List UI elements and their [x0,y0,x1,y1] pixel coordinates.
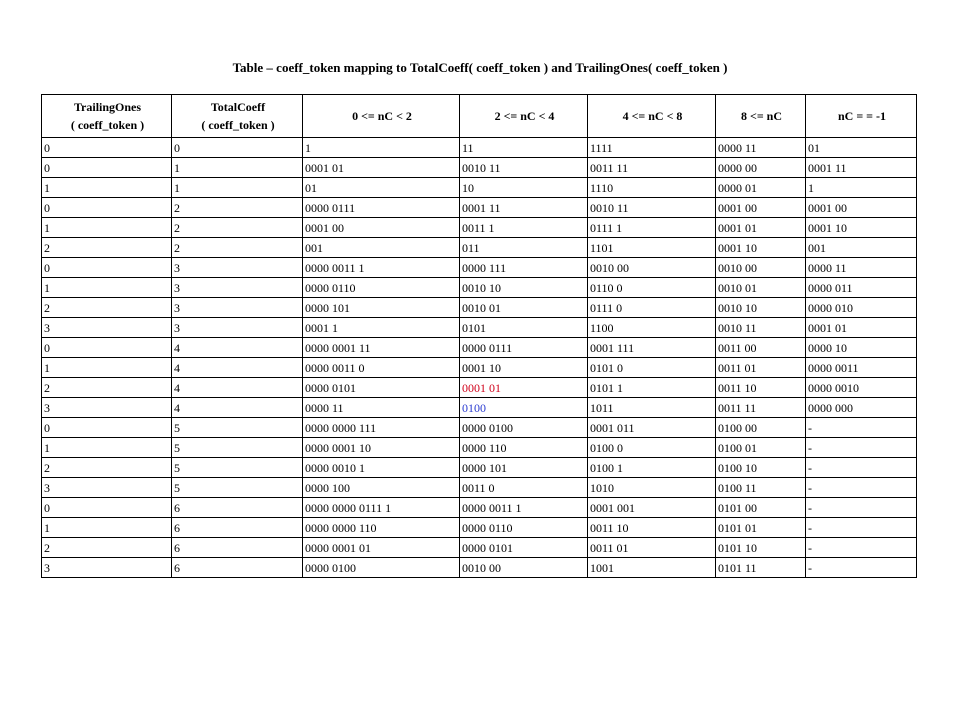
nc-2-4-cell: 0001 10 [460,358,588,378]
nc-minus-1-cell: 0000 11 [806,258,917,278]
trailing-ones-cell: 0 [42,158,172,178]
nc-0-2-cell: 0001 00 [303,218,460,238]
nc-8-plus-cell: 0010 00 [716,258,806,278]
total-coeff-cell: 6 [172,498,303,518]
nc-minus-1-cell: 0001 11 [806,158,917,178]
nc-0-2-cell: 0000 0100 [303,558,460,578]
nc-8-plus-cell: 0010 11 [716,318,806,338]
nc-0-2-cell: 0000 0000 0111 1 [303,498,460,518]
nc-4-8-cell: 0111 0 [588,298,716,318]
table-row [42,238,917,258]
nc-minus-1-cell: - [806,418,917,438]
nc-2-4-cell: 0001 11 [460,198,588,218]
table-row [42,378,917,398]
nc-4-8-cell: 0111 1 [588,218,716,238]
nc-8-plus-cell: 0101 11 [716,558,806,578]
nc-2-4-cell: 11 [460,138,588,158]
trailing-ones-cell: 2 [42,458,172,478]
nc-0-2-cell: 01 [303,178,460,198]
nc-minus-1-cell: - [806,478,917,498]
nc-2-4-cell: 0010 11 [460,158,588,178]
trailing-ones-cell: 1 [42,438,172,458]
nc-4-8-cell: 1001 [588,558,716,578]
total-coeff-cell: 6 [172,558,303,578]
trailing-ones-cell: 3 [42,398,172,418]
nc-minus-1-cell: - [806,498,917,518]
total-coeff-cell: 6 [172,518,303,538]
header-nc-minus-1: nC = = -1 [806,95,917,138]
nc-minus-1-cell: 0001 10 [806,218,917,238]
nc-2-4-cell: 0000 0100 [460,418,588,438]
trailing-ones-cell: 2 [42,538,172,558]
nc-8-plus-cell: 0100 10 [716,458,806,478]
nc-2-4-cell: 0010 01 [460,298,588,318]
nc-4-8-cell: 0001 111 [588,338,716,358]
nc-2-4-cell: 0000 0101 [460,538,588,558]
table-header-row [42,95,917,138]
nc-0-2-cell: 0000 0001 01 [303,538,460,558]
nc-4-8-cell: 1011 [588,398,716,418]
nc-0-2-cell: 0000 0111 [303,198,460,218]
table-row [42,218,917,238]
trailing-ones-cell: 2 [42,378,172,398]
trailing-ones-cell: 0 [42,258,172,278]
table-row [42,278,917,298]
total-coeff-cell: 3 [172,258,303,278]
nc-2-4-cell: 011 [460,238,588,258]
table-row [42,478,917,498]
nc-0-2-cell: 0000 0001 11 [303,338,460,358]
table-row [42,318,917,338]
nc-4-8-cell: 0011 11 [588,158,716,178]
coeff-token-table [41,94,917,578]
total-coeff-cell: 2 [172,198,303,218]
table-row [42,258,917,278]
total-coeff-cell: 4 [172,378,303,398]
table-row [42,198,917,218]
nc-4-8-cell: 0001 011 [588,418,716,438]
nc-2-4-cell: 10 [460,178,588,198]
nc-8-plus-cell: 0001 00 [716,198,806,218]
total-coeff-cell: 1 [172,158,303,178]
nc-4-8-cell: 0011 10 [588,518,716,538]
table-row [42,338,917,358]
total-coeff-cell: 2 [172,218,303,238]
nc-0-2-cell: 0000 0000 110 [303,518,460,538]
total-coeff-cell: 5 [172,458,303,478]
trailing-ones-cell: 3 [42,478,172,498]
nc-2-4-cell: 0100 [460,398,588,418]
total-coeff-cell: 5 [172,438,303,458]
header-nc-2-4: 2 <= nC < 4 [460,95,588,138]
nc-0-2-cell: 1 [303,138,460,158]
nc-8-plus-cell: 0011 11 [716,398,806,418]
trailing-ones-cell: 1 [42,358,172,378]
nc-minus-1-cell: 1 [806,178,917,198]
table-row [42,298,917,318]
trailing-ones-cell: 0 [42,418,172,438]
nc-4-8-cell: 0001 001 [588,498,716,518]
nc-minus-1-cell: 0000 000 [806,398,917,418]
nc-8-plus-cell: 0010 10 [716,298,806,318]
nc-8-plus-cell: 0000 11 [716,138,806,158]
total-coeff-cell: 4 [172,398,303,418]
nc-0-2-cell: 0000 0011 1 [303,258,460,278]
nc-minus-1-cell: - [806,558,917,578]
nc-2-4-cell: 0011 1 [460,218,588,238]
table-row [42,398,917,418]
nc-2-4-cell: 0000 101 [460,458,588,478]
nc-4-8-cell: 1101 [588,238,716,258]
total-coeff-cell: 2 [172,238,303,258]
trailing-ones-cell: 1 [42,278,172,298]
table-row [42,538,917,558]
nc-minus-1-cell: - [806,518,917,538]
header-nc-8-plus: 8 <= nC [716,95,806,138]
trailing-ones-cell: 0 [42,498,172,518]
nc-4-8-cell: 0011 01 [588,538,716,558]
total-coeff-cell: 6 [172,538,303,558]
nc-0-2-cell: 0000 11 [303,398,460,418]
nc-minus-1-cell: 0001 01 [806,318,917,338]
trailing-ones-cell: 3 [42,558,172,578]
nc-2-4-cell: 0010 10 [460,278,588,298]
nc-4-8-cell: 0101 1 [588,378,716,398]
nc-8-plus-cell: 0001 01 [716,218,806,238]
trailing-ones-cell: 0 [42,138,172,158]
table-row [42,558,917,578]
nc-4-8-cell: 0110 0 [588,278,716,298]
table-row [42,498,917,518]
nc-2-4-cell: 0000 0011 1 [460,498,588,518]
total-coeff-cell: 0 [172,138,303,158]
nc-0-2-cell: 0000 100 [303,478,460,498]
nc-minus-1-cell: - [806,538,917,558]
nc-minus-1-cell: 0000 011 [806,278,917,298]
nc-0-2-cell: 0000 0001 10 [303,438,460,458]
table-row [42,458,917,478]
table-row [42,518,917,538]
nc-minus-1-cell: 01 [806,138,917,158]
nc-2-4-cell: 0000 0110 [460,518,588,538]
nc-2-4-cell: 0000 0111 [460,338,588,358]
nc-4-8-cell: 0010 11 [588,198,716,218]
header-nc-0-2: 0 <= nC < 2 [303,95,460,138]
total-coeff-cell: 3 [172,278,303,298]
table-row [42,178,917,198]
nc-4-8-cell: 0010 00 [588,258,716,278]
nc-8-plus-cell: 0101 01 [716,518,806,538]
nc-8-plus-cell: 0011 10 [716,378,806,398]
nc-minus-1-cell: - [806,438,917,458]
nc-4-8-cell: 1111 [588,138,716,158]
nc-8-plus-cell: 0011 01 [716,358,806,378]
trailing-ones-cell: 0 [42,198,172,218]
header-total-coeff: TotalCoeff ( coeff_token ) [172,95,303,138]
nc-4-8-cell: 1110 [588,178,716,198]
nc-minus-1-cell: 0001 00 [806,198,917,218]
total-coeff-cell: 3 [172,318,303,338]
nc-8-plus-cell: 0010 01 [716,278,806,298]
table-row [42,358,917,378]
nc-4-8-cell: 0101 0 [588,358,716,378]
nc-minus-1-cell: - [806,458,917,478]
nc-minus-1-cell: 0000 010 [806,298,917,318]
nc-4-8-cell: 0100 1 [588,458,716,478]
nc-8-plus-cell: 0011 00 [716,338,806,358]
total-coeff-cell: 3 [172,298,303,318]
nc-2-4-cell: 0001 01 [460,378,588,398]
nc-4-8-cell: 1010 [588,478,716,498]
nc-minus-1-cell: 001 [806,238,917,258]
table-row [42,158,917,178]
nc-8-plus-cell: 0001 10 [716,238,806,258]
nc-8-plus-cell: 0101 10 [716,538,806,558]
nc-8-plus-cell: 0101 00 [716,498,806,518]
total-coeff-cell: 4 [172,358,303,378]
table-row [42,418,917,438]
nc-8-plus-cell: 0100 01 [716,438,806,458]
nc-0-2-cell: 0000 0110 [303,278,460,298]
nc-2-4-cell: 0000 110 [460,438,588,458]
nc-2-4-cell: 0101 [460,318,588,338]
trailing-ones-cell: 1 [42,518,172,538]
table-row [42,438,917,458]
table-row [42,138,917,158]
header-nc-4-8: 4 <= nC < 8 [588,95,716,138]
table-body [42,138,917,578]
table-title: Table – coeff_token mapping to TotalCoeff( coeff_token ) and TrailingOnes( coeff_token ) [232,60,728,75]
trailing-ones-cell: 3 [42,318,172,338]
total-coeff-cell: 1 [172,178,303,198]
total-coeff-cell: 5 [172,418,303,438]
nc-0-2-cell: 0000 0011 0 [303,358,460,378]
total-coeff-cell: 5 [172,478,303,498]
nc-8-plus-cell: 0000 01 [716,178,806,198]
trailing-ones-cell: 2 [42,298,172,318]
nc-0-2-cell: 0001 1 [303,318,460,338]
nc-0-2-cell: 0001 01 [303,158,460,178]
nc-8-plus-cell: 0100 11 [716,478,806,498]
nc-minus-1-cell: 0000 10 [806,338,917,358]
nc-0-2-cell: 0000 101 [303,298,460,318]
trailing-ones-cell: 1 [42,178,172,198]
nc-0-2-cell: 001 [303,238,460,258]
nc-2-4-cell: 0010 00 [460,558,588,578]
nc-minus-1-cell: 0000 0011 [806,358,917,378]
nc-minus-1-cell: 0000 0010 [806,378,917,398]
trailing-ones-cell: 1 [42,218,172,238]
nc-4-8-cell: 1100 [588,318,716,338]
header-trailing-ones: TrailingOnes ( coeff_token ) [42,95,172,138]
nc-8-plus-cell: 0000 00 [716,158,806,178]
nc-0-2-cell: 0000 0101 [303,378,460,398]
nc-0-2-cell: 0000 0000 111 [303,418,460,438]
trailing-ones-cell: 0 [42,338,172,358]
nc-4-8-cell: 0100 0 [588,438,716,458]
nc-8-plus-cell: 0100 00 [716,418,806,438]
nc-0-2-cell: 0000 0010 1 [303,458,460,478]
total-coeff-cell: 4 [172,338,303,358]
trailing-ones-cell: 2 [42,238,172,258]
nc-2-4-cell: 0011 0 [460,478,588,498]
nc-2-4-cell: 0000 111 [460,258,588,278]
